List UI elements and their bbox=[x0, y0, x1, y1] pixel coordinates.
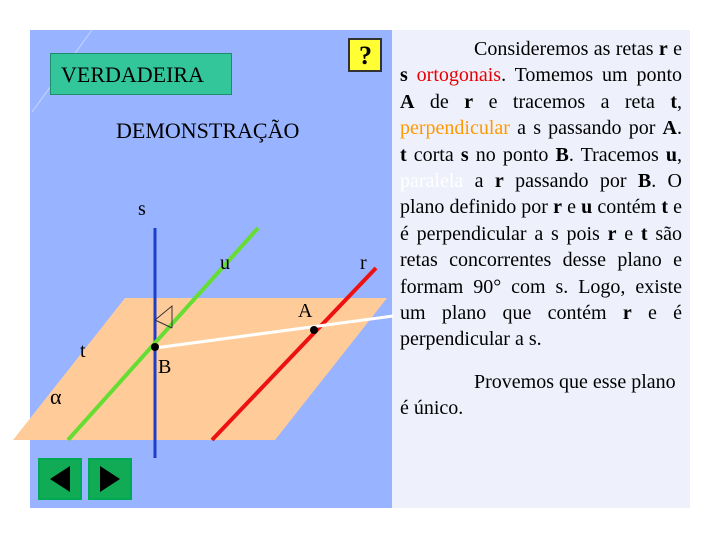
next-button[interactable] bbox=[88, 458, 132, 500]
label-u: u bbox=[220, 252, 230, 274]
true-badge[interactable] bbox=[50, 53, 232, 95]
badge-label: VERDADEIRA bbox=[61, 62, 204, 87]
plane-alpha bbox=[13, 298, 387, 440]
arrow-left-icon bbox=[40, 460, 80, 498]
question-icon: ? bbox=[359, 41, 372, 70]
arrow-right-icon bbox=[90, 460, 130, 498]
label-t: t bbox=[80, 340, 86, 362]
paragraph-2: Provemos que esse plano é único. bbox=[400, 370, 676, 420]
label-s: s bbox=[138, 198, 146, 220]
help-button[interactable] bbox=[348, 38, 382, 72]
explanation-text bbox=[400, 36, 682, 422]
label-alpha: α bbox=[50, 384, 62, 409]
label-r: r bbox=[360, 252, 367, 274]
prev-button[interactable] bbox=[38, 458, 82, 500]
diagram-title: DEMONSTRAÇÃO bbox=[116, 118, 300, 143]
paragraph-1: Consideremos as retas r e s ortogonais. Tomemos um ponto A de r e tracemos a reta t, perpendicular a s passando por A. t corta s no ponto B. Tracemos u, paralela a r passando por B. O plano definido por r e u contém t e é perpendicular a s pois r e t são retas concorrentes desse plano e formam 90° com s. Logo, existe um plano que contém r e é perpendicular a s. bbox=[400, 38, 682, 351]
label-a: A bbox=[298, 300, 313, 322]
point-a bbox=[310, 326, 318, 334]
label-b: B bbox=[158, 356, 172, 378]
point-b bbox=[151, 343, 159, 351]
